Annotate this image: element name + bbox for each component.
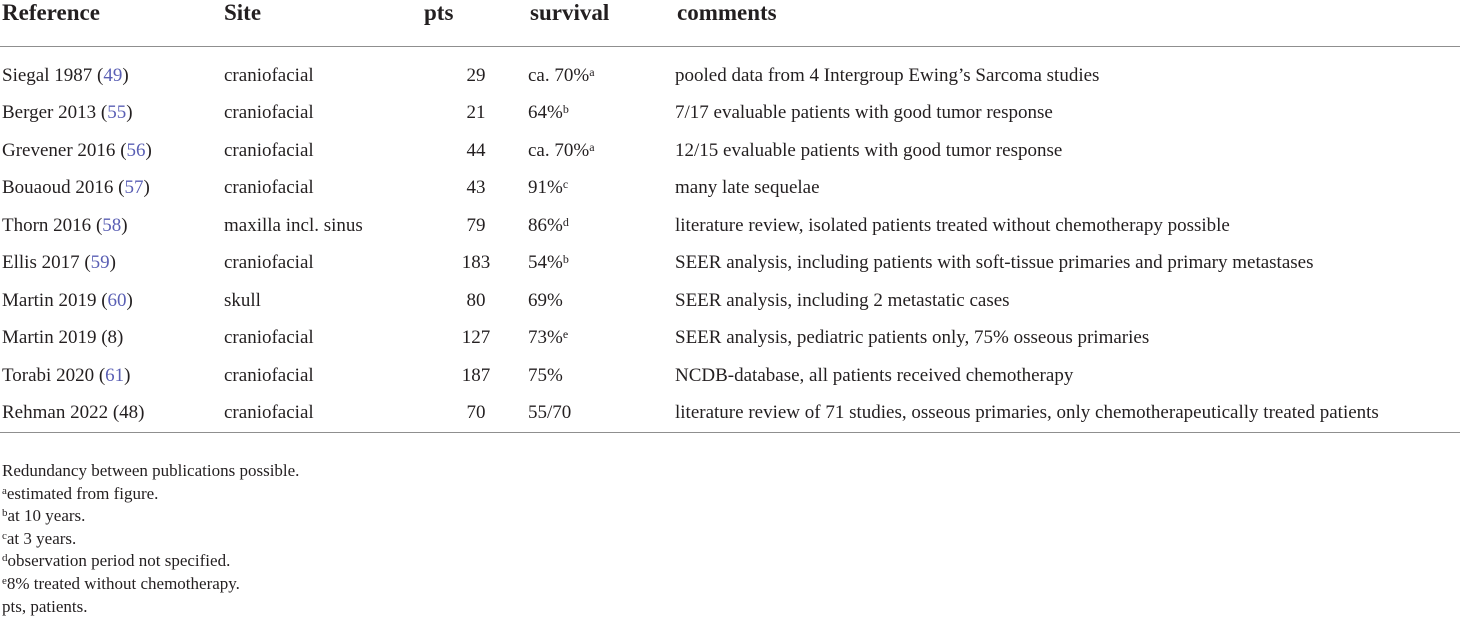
table-row [0, 282, 1460, 320]
table-footnotes [2, 460, 299, 618]
footnote-marker: b [2, 507, 8, 520]
survival-value: 73% [528, 327, 563, 349]
cell-survival [528, 245, 675, 283]
table-row [0, 320, 1460, 358]
reference-author: Torabi 2020 [2, 364, 95, 386]
table-row [0, 132, 1460, 170]
cell-survival [528, 95, 675, 133]
footnote-marker: e [562, 327, 569, 342]
footnote-line [2, 483, 299, 506]
cell-reference: Martin 2019 (8) [2, 327, 124, 349]
footnote-text: pts, patients. [2, 596, 88, 616]
reference-author: Grevener 2016 [2, 139, 116, 161]
footnote-marker: b [562, 252, 569, 267]
citation-link[interactable]: 58 [102, 214, 122, 236]
cell-reference: Ellis 2017 (59) [2, 252, 116, 274]
cell-survival [528, 207, 675, 245]
footnote-text: Redundancy between publications possible. [2, 461, 300, 480]
table-row [0, 47, 1460, 95]
cell-reference: Siegal 1987 (49) [2, 64, 129, 86]
survival-value: 54% [528, 252, 563, 274]
footnote-marker: a [589, 139, 595, 154]
cell-comments: NCDB-database, all patients received chemotherapy [675, 364, 1074, 386]
header-pts: pts [424, 0, 528, 47]
citation-link[interactable]: 59 [90, 252, 110, 274]
footnote-line [2, 528, 299, 551]
survival-value: 69% [528, 289, 563, 311]
table-row [0, 395, 1460, 433]
reference-author: Bouaoud 2016 [2, 177, 114, 199]
cell-comments: literature review of 71 studies, osseous primaries, only chemotherapeutically treated patients [675, 395, 1460, 433]
reference-author: Martin 2019 [2, 289, 97, 311]
cell-pts: 44 [466, 139, 486, 161]
citation-link[interactable]: 56 [126, 139, 146, 161]
footnote-text: at 10 years. [7, 506, 86, 526]
cell-reference: Torabi 2020 (61) [2, 364, 131, 386]
table-row [0, 357, 1460, 395]
cell-pts: 29 [466, 64, 486, 86]
citation-link[interactable]: 61 [105, 364, 125, 386]
cell-comments: many late sequelae [675, 177, 820, 199]
citation-link[interactable]: 49 [103, 64, 123, 86]
cell-pts: 43 [466, 177, 486, 199]
table-header [0, 0, 1460, 47]
cell-survival [528, 357, 675, 395]
header-site: Site [224, 0, 424, 47]
cell-site: craniofacial [224, 252, 314, 274]
cell-site: craniofacial [224, 139, 314, 161]
header-comments: comments [675, 0, 1460, 47]
cell-reference: Martin 2019 (60) [2, 289, 133, 311]
reference-author: Berger 2013 [2, 102, 97, 124]
cell-reference: Grevener 2016 (56) [2, 139, 152, 161]
survival-value: ca. 70% [528, 139, 590, 161]
survival-value: 86% [528, 214, 563, 236]
footnote-marker: a [2, 484, 7, 497]
cell-comments: 7/17 evaluable patients with good tumor response [675, 102, 1053, 124]
cell-site: maxilla incl. sinus [224, 214, 363, 236]
cell-pts: 21 [466, 102, 486, 124]
cell-site: skull [224, 289, 261, 311]
cell-reference: Rehman 2022 (48) [0, 395, 224, 433]
footnote-marker: d [562, 214, 569, 229]
cell-survival [528, 282, 675, 320]
cell-site: craniofacial [224, 327, 314, 349]
cell-survival [528, 47, 675, 95]
cell-pts: 70 [424, 395, 528, 433]
citation-number: 8 [107, 327, 118, 349]
cell-survival [528, 170, 675, 208]
citation-link[interactable]: 55 [107, 102, 127, 124]
footnote-line [2, 460, 299, 483]
cell-site: craniofacial [224, 395, 424, 433]
cell-site: craniofacial [224, 64, 314, 86]
cell-reference: Bouaoud 2016 (57) [2, 177, 150, 199]
cell-site: craniofacial [224, 364, 314, 386]
reference-author: Thorn 2016 [2, 214, 92, 236]
cell-comments: literature review, isolated patients treated without chemotherapy possible [675, 214, 1230, 236]
survival-value: ca. 70% [528, 64, 590, 86]
reference-author: Rehman 2022 [2, 402, 109, 424]
footnote-text: at 3 years. [6, 528, 77, 548]
footnote-text: estimated from figure. [6, 483, 159, 503]
cell-comments: 12/15 evaluable patients with good tumor response [675, 139, 1063, 161]
footnote-line [2, 550, 299, 573]
citation-link[interactable]: 57 [124, 177, 144, 199]
cell-comments: SEER analysis, including patients with soft-tissue primaries and primary metastases [675, 252, 1314, 274]
footnote-marker: d [2, 552, 8, 565]
header-row [0, 0, 1460, 47]
cell-survival [528, 320, 675, 358]
citation-number: 48 [119, 402, 139, 424]
cell-reference: Berger 2013 (55) [2, 102, 133, 124]
cell-survival [528, 395, 675, 433]
footnote-marker: c [2, 529, 7, 542]
footnote-marker: a [589, 64, 595, 79]
table-row [0, 170, 1460, 208]
header-reference: Reference [0, 0, 224, 47]
cell-pts: 183 [461, 252, 491, 274]
table-row [0, 207, 1460, 245]
cell-reference: Thorn 2016 (58) [2, 214, 128, 236]
footnote-line [2, 573, 299, 596]
table-row [0, 95, 1460, 133]
cell-site: craniofacial [224, 102, 314, 124]
survival-value: 91% [528, 177, 563, 199]
cell-comments: SEER analysis, including 2 metastatic cases [675, 289, 1010, 311]
footnote-text: observation period not specified. [7, 551, 231, 571]
cell-pts: 79 [466, 214, 486, 236]
table-row [0, 245, 1460, 283]
survival-value: 75% [528, 364, 563, 386]
cell-pts: 80 [466, 289, 486, 311]
survival-value: 64% [528, 102, 563, 124]
footnote-line [2, 596, 299, 619]
reference-author: Siegal 1987 [2, 64, 93, 86]
header-survival: survival [528, 0, 675, 47]
footnote-marker: e [2, 574, 7, 587]
cell-pts: 187 [461, 364, 491, 386]
footnote-text: 8% treated without chemotherapy. [6, 573, 240, 593]
cell-comments: SEER analysis, pediatric patients only, 75% osseous primaries [675, 327, 1150, 349]
reference-author: Martin 2019 [2, 327, 97, 349]
survival-value: 55/70 [528, 402, 572, 424]
cell-pts: 127 [461, 327, 491, 349]
footnote-marker: b [562, 102, 569, 117]
table-body [0, 47, 1460, 433]
cell-site: craniofacial [224, 177, 314, 199]
cell-survival [528, 132, 675, 170]
cell-comments: pooled data from 4 Intergroup Ewing’s Sarcoma studies [675, 64, 1100, 86]
footnote-marker: c [562, 177, 569, 192]
reference-author: Ellis 2017 [2, 252, 80, 274]
footnote-line [2, 505, 299, 528]
citation-link[interactable]: 60 [107, 289, 127, 311]
